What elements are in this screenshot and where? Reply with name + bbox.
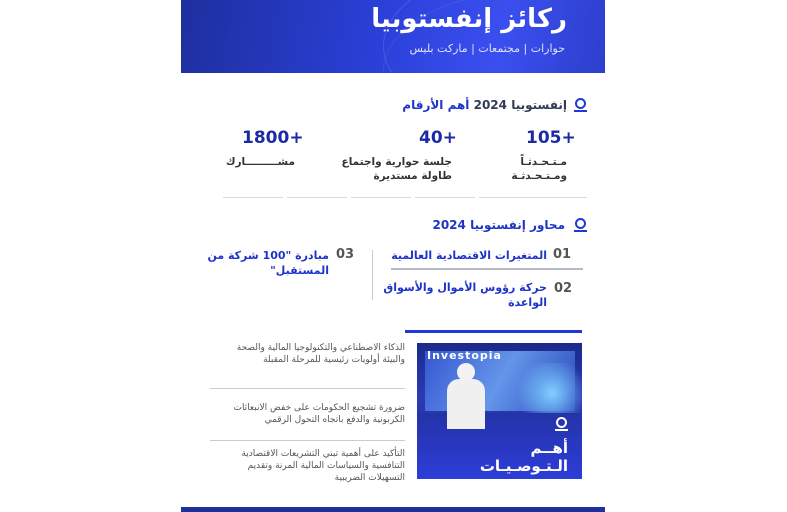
axis-number: 03 [336,247,355,262]
axis-number: 01 [553,247,572,262]
page-subtitle: حوارات | مجتمعات | ماركت بليس [409,42,565,55]
divider [223,197,283,198]
stat-label: مـتـحـدثـاً ومـتـحـدثـة [511,156,567,182]
recommendation-item: ضرورة تشجيع الحكومات على خفض الانبعاثات الكربونية والدفع باتجاه التحول الرقمي [233,403,405,425]
axis-item: حركة رؤوس الأموال والأسواق الواعدة [383,281,547,309]
axes-section-title: محاور إنفستوبيا 2024 [432,218,565,232]
location-pin-icon [575,218,586,229]
stat-value: 1800+ [242,128,304,148]
header-banner [181,0,605,73]
page-title: ركائز إنفستوبيا [371,4,567,34]
axis-item: المتغيرات الاقتصادية العالمية [391,249,547,262]
divider [287,197,347,198]
location-pin-icon [575,98,586,109]
divider [210,388,405,389]
stat-label: مشـــــــــارك [225,156,295,168]
divider [527,197,587,198]
divider [351,197,411,198]
divider [415,197,475,198]
recommendations-card [417,343,582,479]
divider [372,250,373,300]
infographic-sheet [181,0,605,512]
stat-label: جلسة حوارية واجتماع طاولة مستديرة [341,156,452,182]
divider [391,268,583,270]
stat-value: 105+ [526,128,576,148]
event-logo-text: Investopia [427,349,502,362]
speaker-figure [447,379,485,429]
divider [210,440,405,441]
footer-band [181,507,605,512]
axis-item: مبادرة "100 شركة من المستقبل" [207,249,329,277]
recommendations-title: أهــم الـتـوصـيـات [479,439,568,475]
accent-bar [405,330,582,333]
recommendation-item: الذكاء الاصطناعي والتكنولوجيا المالية والصحة والبيئة أولويات رئيسية للمرحلة المقبلة [236,343,405,365]
location-pin-icon [556,417,567,428]
numbers-section-title: إنفستوبيا 2024 أهم الأرقام [402,98,567,112]
stat-value: 40+ [419,128,457,148]
axis-number: 02 [554,281,573,296]
recommendation-item: التأكيد على أهمية تبني التشريعات الاقتصادية التنافسية والسياسات المالية المرنة وتقديم التسهيلات الضريبية [241,449,405,483]
